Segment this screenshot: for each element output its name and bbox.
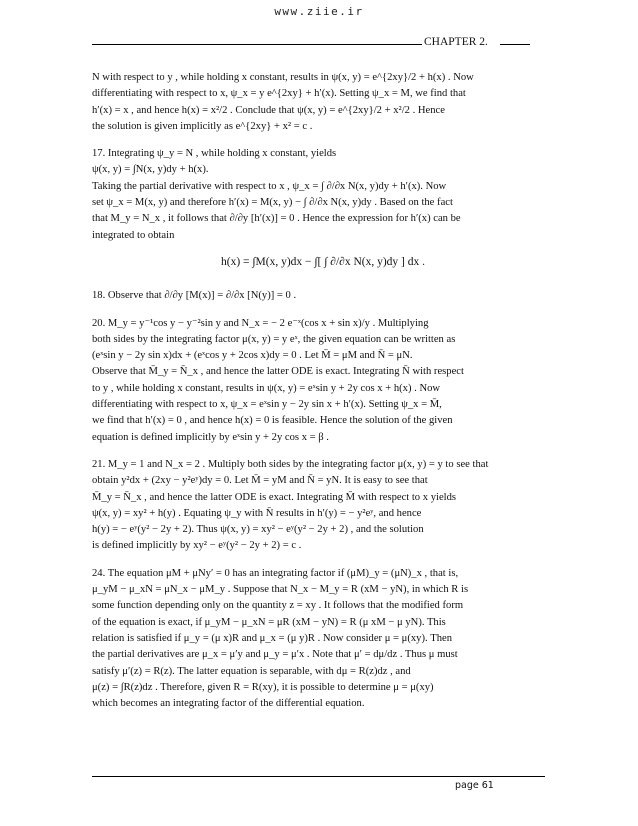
text-line: which becomes an integrating factor of the differential equation. — [92, 698, 365, 710]
text-line: differentiating with respect to x, ψ_x = eˣsin y − 2y sin x + h′(x). Setting ψ_x = M̄, — [92, 399, 442, 411]
text-line: M̄_y = N̄_x , and hence the latter ODE is exact. Integrating M̄ with respect to x yields — [92, 491, 457, 503]
text-line: we find that h′(x) = 0 , and hence h(x) = 0 is feasible. Hence the solution of the given — [92, 415, 453, 427]
paragraph-18 — [92, 288, 554, 304]
paragraph-20 — [92, 316, 554, 446]
text-line: μ_yM − μ_xN = μN_x − μM_y . Suppose that N_x − M_y = R (xM − yN), in which R is — [92, 584, 469, 596]
text-line: is defined implicitly by xy² − eʸ(y² − 2y + 2) = c . — [92, 540, 302, 552]
text-line: N with respect to y , while holding x constant, results in ψ(x, y) = e^{2xy}/2 + h(x) . Now — [92, 72, 474, 83]
text-line: set ψ_x = M(x, y) and therefore h′(x) = M(x, y) − ∫ ∂/∂x N(x, y)dy . Based on the fact — [92, 197, 453, 209]
text-line: Observe that M̄_y = N̄_x , and hence the latter ODE is exact. Integrating N̄ with respect — [92, 366, 464, 378]
paragraph-21 — [92, 457, 554, 555]
header-rule — [92, 44, 422, 45]
text-line: some function depending only on the quantity z = xy . It follows that the modified form — [92, 600, 464, 612]
watermark: www.ziie.ir — [274, 5, 364, 18]
page-number: page 61 — [455, 780, 494, 791]
text-line: the partial derivatives are μ_x = μ′y and μ_y = μ′x . Note that μ′ = dμ/dz . Thus μ must — [92, 649, 458, 661]
paragraph-17 — [92, 146, 554, 270]
text-line: of the equation is exact, if μ_yM − μ_xN = μR (xM − yN) = R (μ xM − μ yN). This — [92, 616, 446, 628]
text-line: obtain y²dx + (2xy − y²eʸ)dy = 0. Let M̄ = yM and N̄ = yN. It is easy to see that — [92, 475, 428, 487]
text-line: h′(x) = x , and hence h(x) = x²/2 . Conclude that ψ(x, y) = e^{2xy}/2 + x²/2 . Hence — [92, 104, 445, 116]
page-body — [92, 70, 554, 723]
text-line: μ(z) = ∫R(z)dz . Therefore, given R = R(xy), it is possible to determine μ = μ(xy) — [92, 681, 434, 693]
display-equation: h(x) = ∫M(x, y)dx − ∫[ ∫ ∂/∂x N(x, y)dy ] dx . — [220, 255, 426, 268]
paragraph-16-cont — [92, 70, 554, 135]
text-line: h(y) = − eʸ(y² − 2y + 2). Thus ψ(x, y) = xy² − eʸ(y² − 2y + 2) , and the solution — [92, 524, 424, 536]
text-line: relation is satisfied if μ_y = (μ x)R and μ_x = (μ y)R . Now consider μ = μ(xy). Then — [92, 632, 453, 644]
text-line: (eˣsin y − 2y sin x)dx + (eˣcos y + 2cos x)dy = 0 . Let M̄ = μM and N̄ = μN. — [92, 350, 413, 362]
footer-rule — [92, 776, 545, 777]
text-line: ψ(x, y) = xy² + h(y) . Equating ψ_y with N̄ results in h′(y) = − y²eʸ, and hence — [92, 507, 422, 519]
header-rule-tail — [500, 44, 530, 45]
text-line: to y , while holding x constant, results in ψ(x, y) = eˣsin y + 2y cos x + h(x) . Now — [92, 382, 441, 394]
text-line: 20. M_y = y⁻¹cos y − y⁻²sin y and N_x = − 2 e⁻ˣ(cos x + sin x)/y . Multiplying — [92, 317, 429, 329]
text-line: satisfy μ′(z) = R(z). The latter equation is separable, with dμ = R(z)dz , and — [92, 665, 411, 677]
text-line: 21. M_y = 1 and N_x = 2 . Multiply both sides by the integrating factor μ(x, y) = y to see that — [92, 458, 489, 470]
paragraph-24 — [92, 566, 554, 713]
text-line: the solution is given implicitly as e^{2xy} + x² = c . — [92, 120, 313, 132]
chapter-header: CHAPTER 2. — [424, 36, 488, 48]
text-line: Taking the partial derivative with respect to x , ψ_x = ∫ ∂/∂x N(x, y)dy + h′(x). Now — [92, 180, 447, 192]
text-line: equation is defined implicitly by eˣsin y + 2y cos x = β . — [92, 431, 329, 443]
text-line: integrated to obtain — [92, 229, 175, 241]
text-line: 18. Observe that ∂/∂y [M(x)] = ∂/∂x [N(y)] = 0 . — [92, 290, 297, 302]
text-line: 24. The equation μM + μNy′ = 0 has an integrating factor if (μM)_y = (μN)_x , that is, — [92, 567, 459, 579]
text-line: both sides by the integrating factor μ(x, y) = y eˣ, the given equation can be written as — [92, 333, 456, 345]
text-line: differentiating with respect to x, ψ_x = y e^{2xy} + h′(x). Setting ψ_x = M, we find that — [92, 88, 466, 100]
text-line: 17. Integrating ψ_y = N , while holding x constant, yields — [92, 148, 337, 160]
text-line: ψ(x, y) = ∫N(x, y)dy + h(x). — [92, 164, 209, 176]
text-line: that M_y = N_x , it follows that ∂/∂y [h′(x)] = 0 . Hence the expression for h′(x) can be — [92, 213, 461, 225]
